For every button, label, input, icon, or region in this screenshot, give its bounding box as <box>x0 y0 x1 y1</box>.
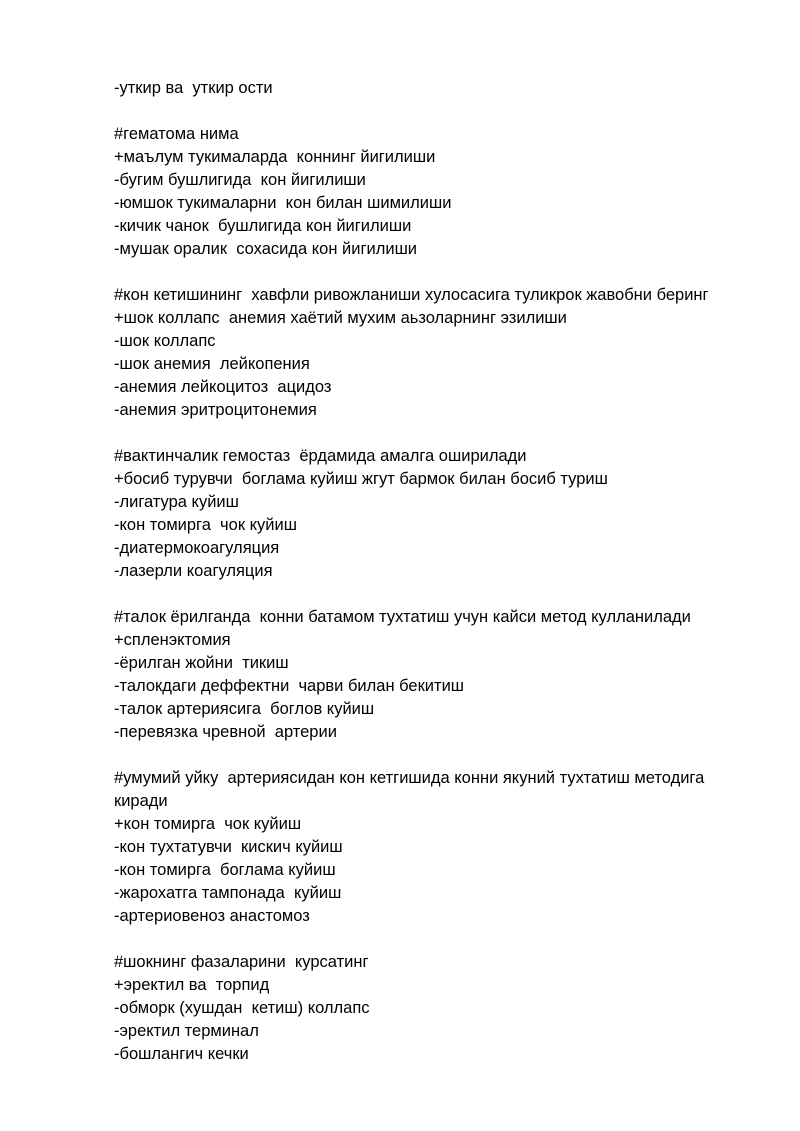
answer-line: +маълум тукималарда коннинг йигилиши <box>114 148 436 166</box>
question-block-4 <box>114 606 754 744</box>
question-text: #талок ёрилганда конни батамом тухтатиш учун кайси метод кулланилади <box>114 608 691 626</box>
question-block-6 <box>114 951 754 1066</box>
question-block-3 <box>114 445 754 583</box>
answer-line: -бошлангич кечки <box>114 1045 249 1063</box>
answer-line: +босиб турувчи боглама куйиш жгут бармок билан босиб туриш <box>114 470 608 488</box>
answer-line: +эректил ва торпид <box>114 976 270 994</box>
answer-line: -кон томирга боглама куйиш <box>114 861 336 879</box>
question-block-5 <box>114 767 754 928</box>
answer-line: +спленэктомия <box>114 631 231 649</box>
question-text: #шокнинг фазаларини курсатинг <box>114 953 369 971</box>
question-block-1 <box>114 123 754 261</box>
answer-line: -кон тухтатувчи кискич куйиш <box>114 838 343 856</box>
answer-line: -ёрилган жойни тикиш <box>114 654 289 672</box>
answer-line: -обморк (хушдан кетиш) коллапс <box>114 999 370 1017</box>
answer-line: -юмшок тукималарни кон билан шимилиши <box>114 194 452 212</box>
answer-line: -талок артериясига боглов куйиш <box>114 700 375 718</box>
answer-line: -кичик чанок бушлигида кон йигилиши <box>114 217 412 235</box>
answer-line: +шок коллапс анемия хаётий мухим аьзоларнинг эзилиши <box>114 309 567 327</box>
question-text: #кон кетишининг хавфли ривожланиши хулосасига туликрок жавобни беринг <box>114 286 709 304</box>
question-text: #вактинчалик гемостаз ёрдамида амалга оширилади <box>114 447 527 465</box>
answer-line: -шок анемия лейкопения <box>114 355 310 373</box>
answer-line: -диатермокоагуляция <box>114 539 280 557</box>
answer-line: -талокдаги деффектни чарви билан бекитиш <box>114 677 465 695</box>
document-content <box>114 77 754 1089</box>
answer-line: -кон томирга чок куйиш <box>114 516 297 534</box>
answer-line: -лигатура куйиш <box>114 493 239 511</box>
question-text: #умумий уйку артериясидан кон кетгишида конни якуний тухтатиш методига киради <box>114 769 709 810</box>
answer-line: -бугим бушлигида кон йигилиши <box>114 171 366 189</box>
question-block-2 <box>114 284 754 422</box>
answer-line: +кон томирга чок куйиш <box>114 815 302 833</box>
question-text: #гематома нима <box>114 125 239 143</box>
answer-line: -анемия лейкоцитоз ацидоз <box>114 378 332 396</box>
answer-line: -эректил терминал <box>114 1022 259 1040</box>
answer-line: -мушак оралик сохасида кон йигилиши <box>114 240 418 258</box>
answer-line: -артериовеноз анастомоз <box>114 907 310 925</box>
answer-line: -перевязка чревной артерии <box>114 723 337 741</box>
answer-line: -шок коллапс <box>114 332 216 350</box>
intro-block <box>114 77 754 100</box>
answer-line: -жарохатга тампонада куйиш <box>114 884 342 902</box>
answer-line: -уткир ва уткир ости <box>114 79 273 97</box>
answer-line: -анемия эритроцитонемия <box>114 401 317 419</box>
answer-line: -лазерли коагуляция <box>114 562 273 580</box>
